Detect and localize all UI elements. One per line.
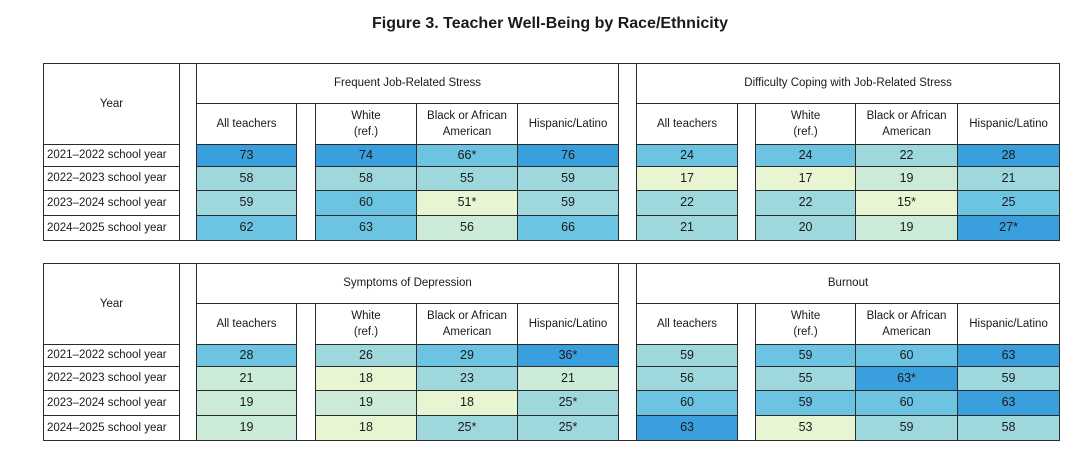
value-cell: 24	[637, 145, 738, 167]
value-cell: 59	[518, 167, 619, 191]
value-cell: 66	[518, 216, 619, 241]
value-cell: 26	[316, 345, 417, 367]
value-cell: 29	[417, 345, 518, 367]
value-cell: 76	[518, 145, 619, 167]
group-title: Symptoms of Depression	[197, 264, 619, 304]
value-cell: 63	[637, 416, 738, 441]
value-cell: 63	[958, 345, 1060, 367]
spacer-column	[180, 64, 197, 241]
column-header-black-or-african-american: Black or African American	[856, 104, 958, 145]
value-cell: 62	[197, 216, 297, 241]
value-cell: 59	[756, 345, 856, 367]
column-header-hispanic-latino: Hispanic/Latino	[518, 304, 619, 345]
spacer-column	[619, 264, 637, 441]
value-cell: 63*	[856, 367, 958, 391]
table-row	[44, 167, 1060, 191]
value-cell: 55	[417, 167, 518, 191]
value-cell: 59	[197, 191, 297, 216]
value-cell: 60	[856, 345, 958, 367]
value-cell: 21	[958, 167, 1060, 191]
spacer-column	[738, 304, 756, 441]
value-cell: 24	[756, 145, 856, 167]
value-cell: 60	[856, 391, 958, 416]
column-header-all-teachers: All teachers	[197, 104, 297, 145]
value-cell: 19	[197, 416, 297, 441]
column-header-white-ref: White (ref.)	[756, 304, 856, 345]
value-cell: 21	[197, 367, 297, 391]
value-cell: 53	[756, 416, 856, 441]
value-cell: 59	[518, 191, 619, 216]
value-cell: 27*	[958, 216, 1060, 241]
value-cell: 66*	[417, 145, 518, 167]
spacer-column	[619, 64, 637, 241]
column-header-hispanic-latino: Hispanic/Latino	[958, 304, 1060, 345]
column-header-hispanic-latino: Hispanic/Latino	[958, 104, 1060, 145]
table-row	[44, 191, 1060, 216]
value-cell: 36*	[518, 345, 619, 367]
value-cell: 17	[756, 167, 856, 191]
value-cell: 63	[316, 216, 417, 241]
value-cell: 22	[756, 191, 856, 216]
table-row	[44, 367, 1060, 391]
depression-burnout-table	[43, 263, 1060, 441]
value-cell: 19	[316, 391, 417, 416]
year-header: Year	[44, 264, 180, 345]
column-header-all-teachers: All teachers	[637, 304, 738, 345]
value-cell: 19	[856, 167, 958, 191]
table-row	[44, 216, 1060, 241]
spacer-column	[180, 264, 197, 441]
table-row	[44, 145, 1060, 167]
value-cell: 17	[637, 167, 738, 191]
row-label: 2024–2025 school year	[44, 216, 180, 241]
value-cell: 20	[756, 216, 856, 241]
row-label: 2023–2024 school year	[44, 391, 180, 416]
value-cell: 25*	[518, 416, 619, 441]
group-title: Frequent Job-Related Stress	[197, 64, 619, 104]
value-cell: 59	[958, 367, 1060, 391]
column-header-all-teachers: All teachers	[637, 104, 738, 145]
value-cell: 23	[417, 367, 518, 391]
value-cell: 28	[197, 345, 297, 367]
value-cell: 58	[197, 167, 297, 191]
row-label: 2024–2025 school year	[44, 416, 180, 441]
value-cell: 25	[958, 191, 1060, 216]
value-cell: 28	[958, 145, 1060, 167]
row-label: 2022–2023 school year	[44, 367, 180, 391]
value-cell: 19	[856, 216, 958, 241]
group-title: Difficulty Coping with Job-Related Stress	[637, 64, 1060, 104]
column-header-black-or-african-american: Black or African American	[417, 304, 518, 345]
value-cell: 18	[417, 391, 518, 416]
value-cell: 59	[856, 416, 958, 441]
year-header: Year	[44, 64, 180, 145]
value-cell: 56	[417, 216, 518, 241]
value-cell: 55	[756, 367, 856, 391]
column-header-white-ref: White (ref.)	[316, 304, 417, 345]
value-cell: 21	[637, 216, 738, 241]
column-header-all-teachers: All teachers	[197, 304, 297, 345]
row-label: 2022–2023 school year	[44, 167, 180, 191]
figure-title: Figure 3. Teacher Well-Being by Race/Ethnicity	[372, 15, 728, 32]
spacer-column	[738, 104, 756, 241]
column-header-white-ref: White (ref.)	[756, 104, 856, 145]
value-cell: 18	[316, 367, 417, 391]
column-header-white-ref: White (ref.)	[316, 104, 417, 145]
column-header-black-or-african-american: Black or African American	[417, 104, 518, 145]
group-title: Burnout	[637, 264, 1060, 304]
column-header-hispanic-latino: Hispanic/Latino	[518, 104, 619, 145]
stress-table	[43, 63, 1060, 241]
table-row	[44, 391, 1060, 416]
value-cell: 74	[316, 145, 417, 167]
value-cell: 19	[197, 391, 297, 416]
row-label: 2021–2022 school year	[44, 145, 180, 167]
value-cell: 25*	[518, 391, 619, 416]
value-cell: 15*	[856, 191, 958, 216]
value-cell: 59	[637, 345, 738, 367]
value-cell: 22	[637, 191, 738, 216]
value-cell: 58	[958, 416, 1060, 441]
value-cell: 25*	[417, 416, 518, 441]
table-row	[44, 345, 1060, 367]
value-cell: 60	[316, 191, 417, 216]
table-row	[44, 416, 1060, 441]
value-cell: 51*	[417, 191, 518, 216]
row-label: 2023–2024 school year	[44, 191, 180, 216]
value-cell: 73	[197, 145, 297, 167]
value-cell: 21	[518, 367, 619, 391]
value-cell: 59	[756, 391, 856, 416]
spacer-column	[297, 104, 316, 241]
value-cell: 60	[637, 391, 738, 416]
column-header-black-or-african-american: Black or African American	[856, 304, 958, 345]
value-cell: 58	[316, 167, 417, 191]
row-label: 2021–2022 school year	[44, 345, 180, 367]
value-cell: 22	[856, 145, 958, 167]
spacer-column	[297, 304, 316, 441]
value-cell: 56	[637, 367, 738, 391]
value-cell: 63	[958, 391, 1060, 416]
value-cell: 18	[316, 416, 417, 441]
